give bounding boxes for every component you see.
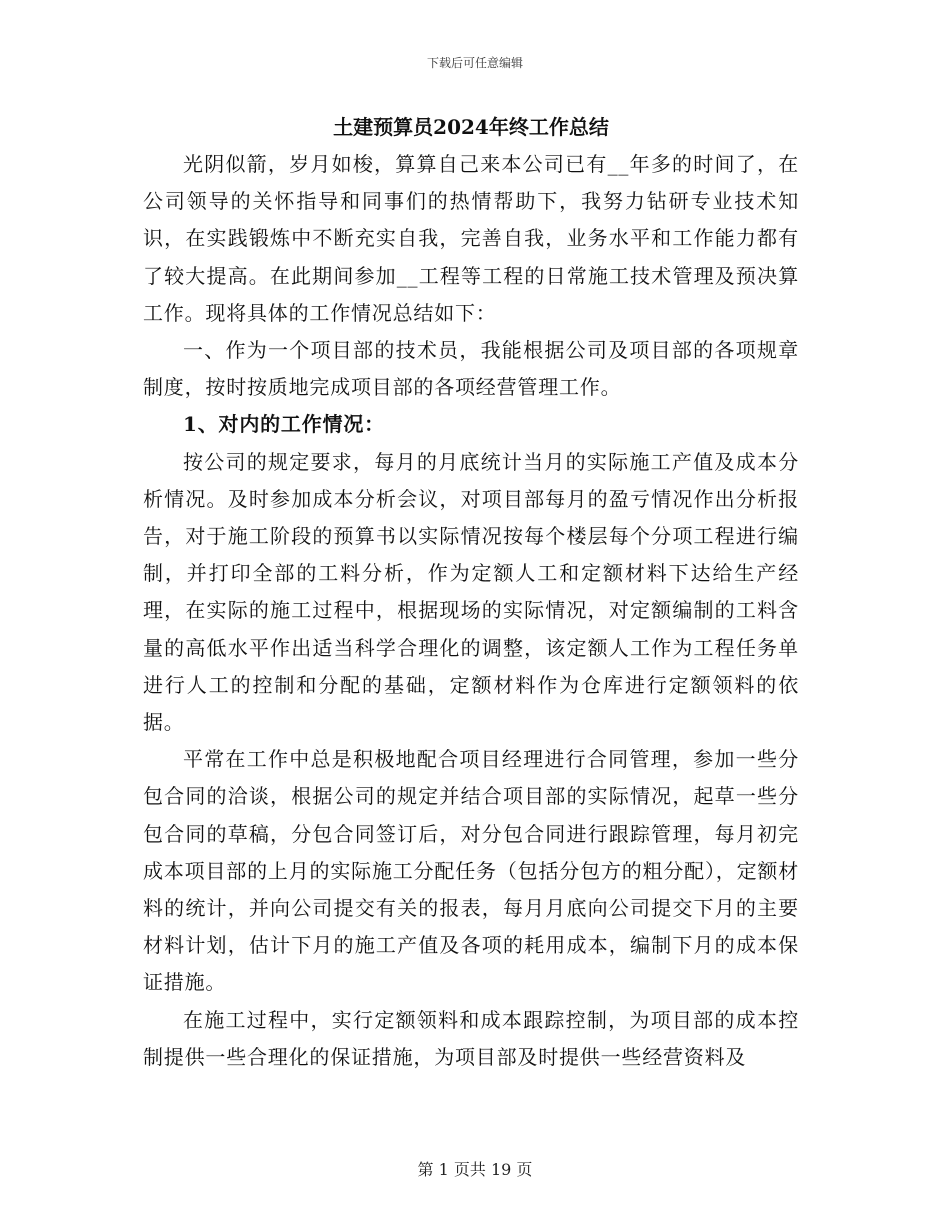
paragraph-section-one: 一、作为一个项目部的技术员，我能根据公司及项目部的各项规章制度，按时按质地完成项目部的各项经营管理工作。 [143,338,799,400]
document-title: 土建预算员2024年终工作总结 [333,115,609,139]
paragraph-intro: 光阴似箭，岁月如梭，算算自己来本公司已有__年多的时间了，在公司领导的关怀指导和同事们的热情帮助下，我努力钻研专业技术知识，在实践锻炼中不断充实自我，完善自我，业务水平和工作能力都有了较大提高。在此期间参加__工程等工程的日常施工技术管理及预决算工作。现将具体的工作情况总结如下： [143,152,799,325]
paragraph-construction-process: 在施工过程中，实行定额领料和成本跟踪控制，为项目部的成本控制提供一些合理化的保证措施，为项目部及时提供一些经营资料及 [143,1007,799,1069]
document-body [143,108,799,1076]
subheading-internal-work: 1、对内的工作情况： [183,412,385,437]
page-header: 下载后可任意编辑 [426,56,523,70]
paragraph-cost-analysis: 按公司的规定要求，每月的月底统计当月的实际施工产值及成本分析情况。及时参加成本分析会议，对项目部每月的盈亏情况作出分析报告，对于施工阶段的预算书以实际情况按每个楼层每个分项工程进行编制，并打印全部的工料分析，作为定额人工和定额材料下达给生产经理，在实际的施工过程中，根据现场的实际情况，对定额编制的工料含量的高低水平作出适当科学合理化的调整，该定额人工作为工程任务单进行人工的控制和分配的基础，定额材料作为仓库进行定额领料的依据。 [143,449,799,735]
page-footer: 第 1 页共 19 页 [417,1160,533,1179]
paragraph-contract-management: 平常在工作中总是积极地配合项目经理进行合同管理，参加一些分包合同的洽谈，根据公司的规定并结合项目部的实际情况，起草一些分包合同的草稿，分包合同签订后，对分包合同进行跟踪管理，每月初完成本项目部的上月的实际施工分配任务（包括分包方的粗分配），定额材料的统计，并向公司提交有关的报表，每月月底向公司提交下月的主要材料计划，估计下月的施工产值及各项的耗用成本，编制下月的成本保证措施。 [143,747,799,995]
